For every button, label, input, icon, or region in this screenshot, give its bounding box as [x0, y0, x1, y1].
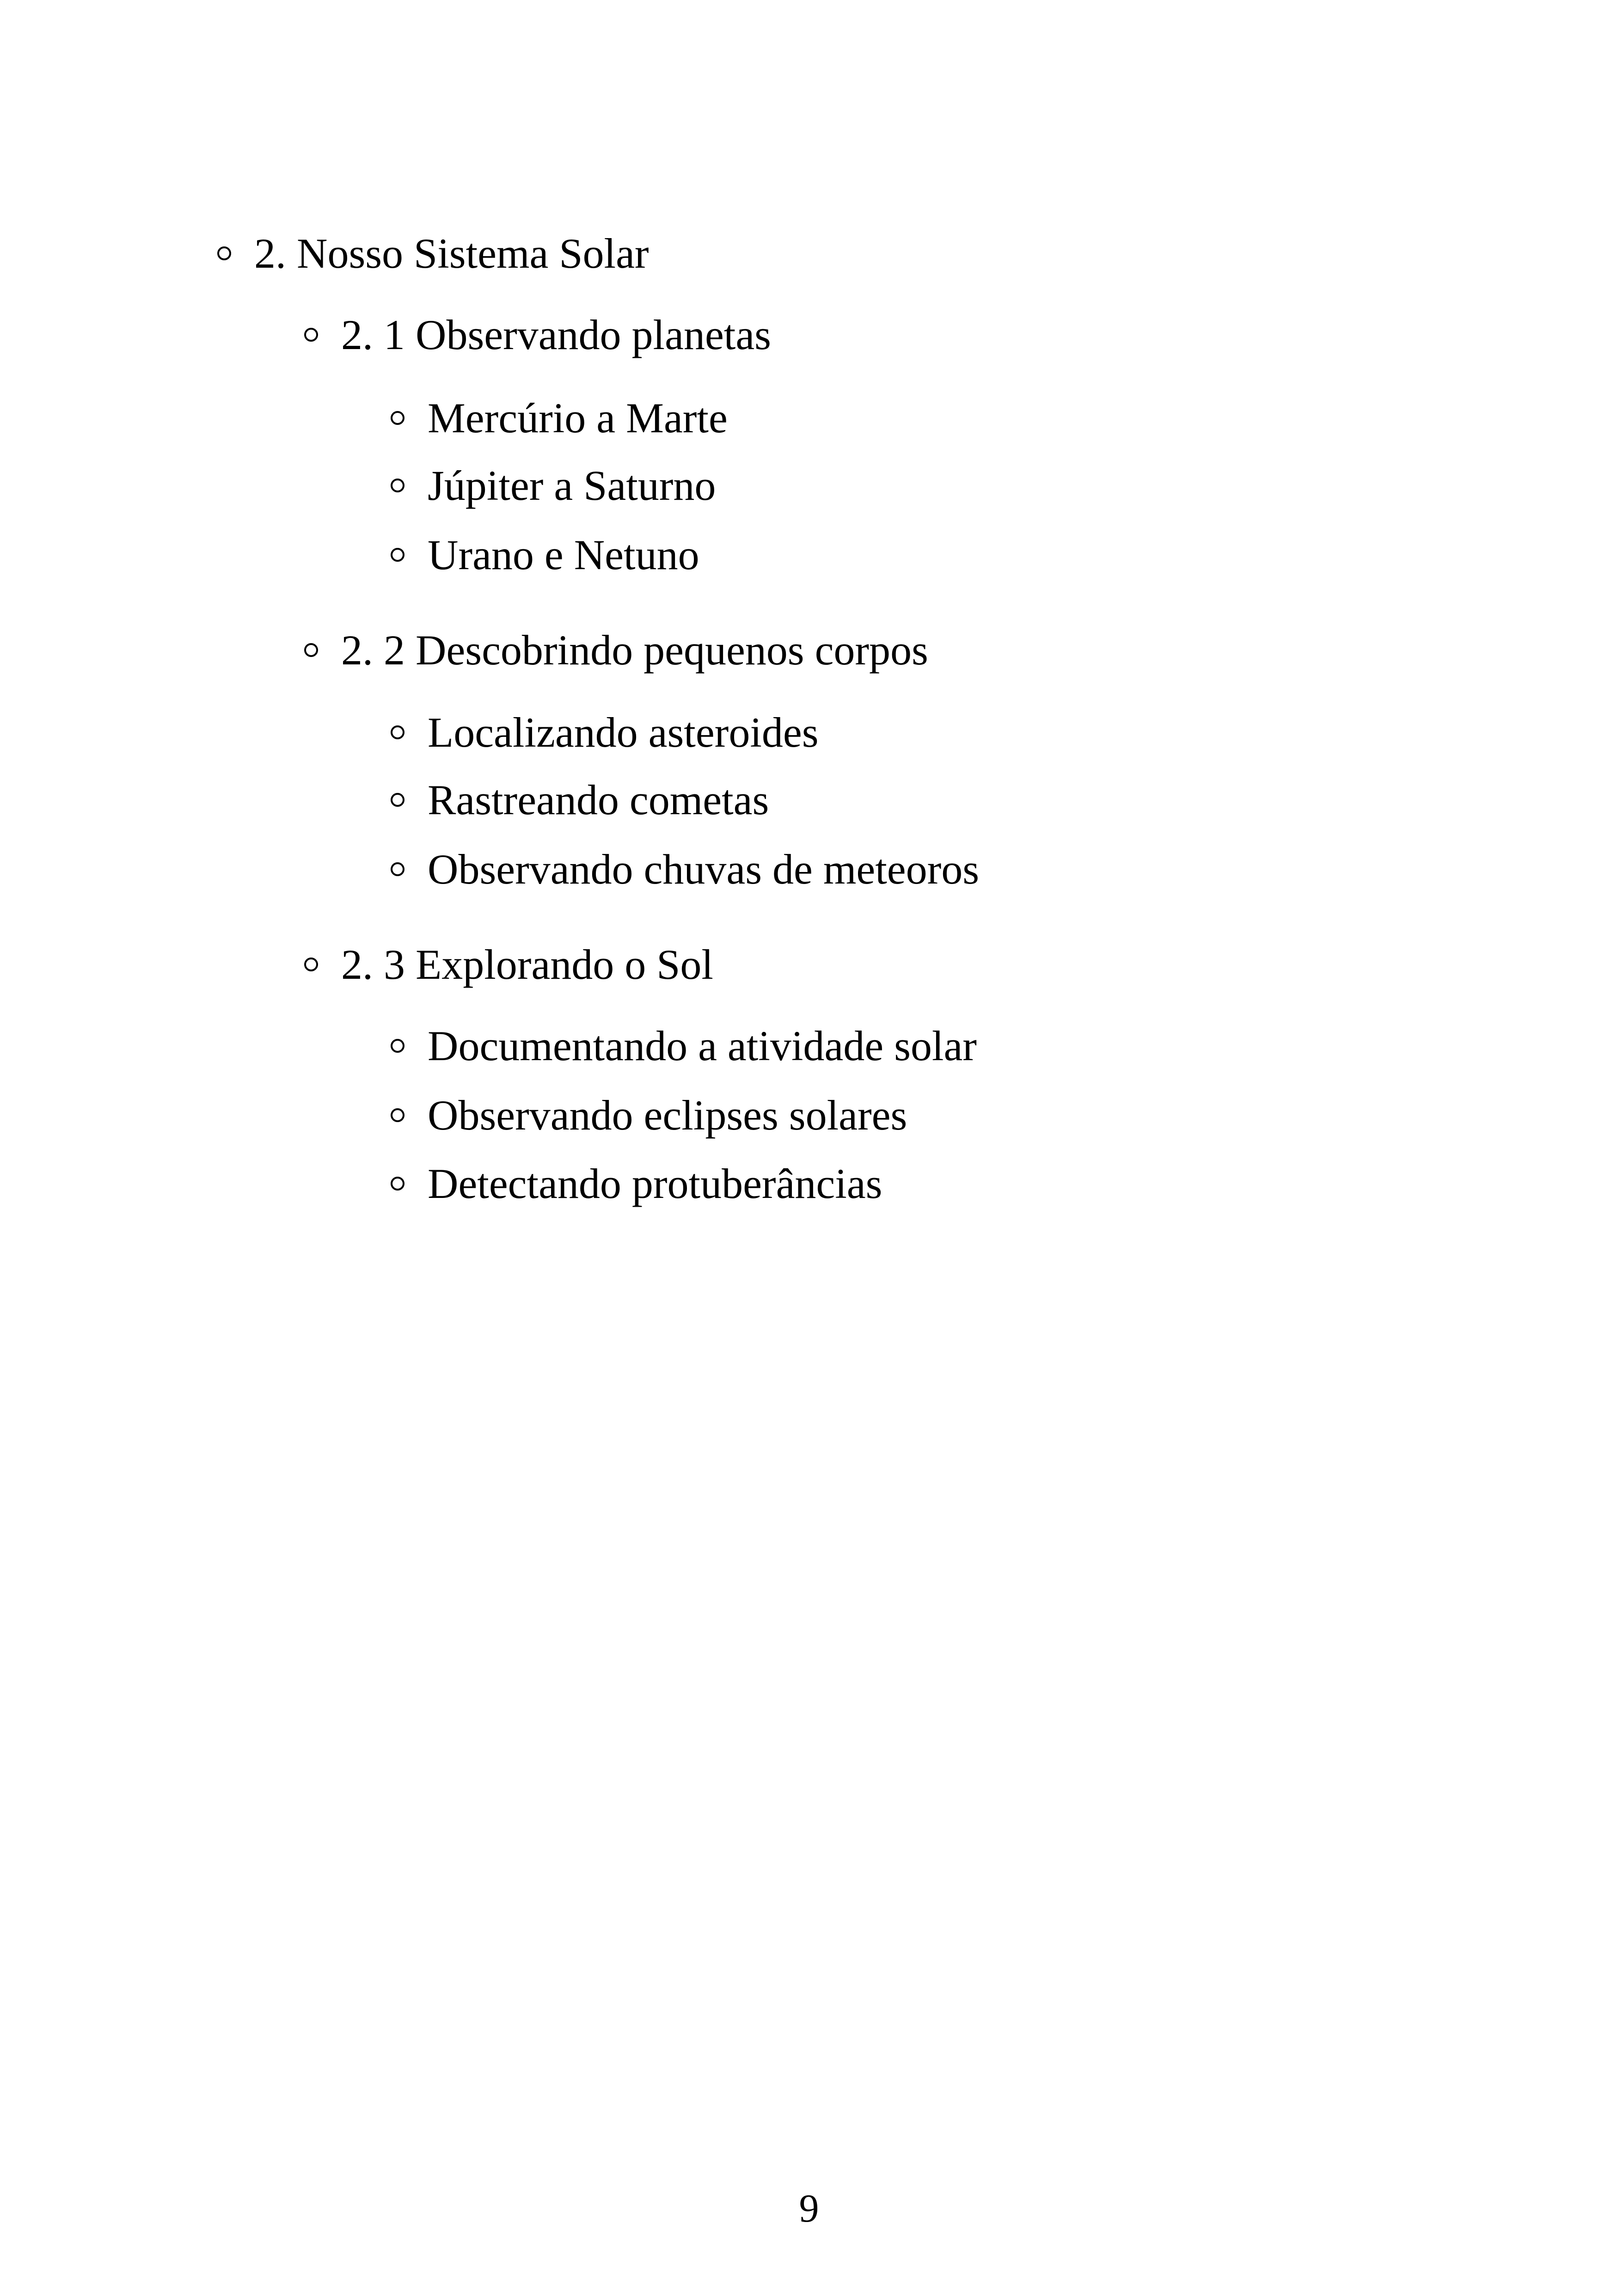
- hollow-circle-bullet-icon: [391, 1177, 404, 1191]
- hollow-circle-bullet-icon: [217, 246, 231, 260]
- item-label: Detectando protuberâncias: [428, 1160, 883, 1207]
- outline-subsection: [304, 622, 928, 678]
- item-label: Júpiter a Saturno: [428, 462, 716, 509]
- hollow-circle-bullet-icon: [391, 725, 404, 739]
- hollow-circle-bullet-icon: [391, 548, 404, 562]
- item-label: Observando eclipses solares: [428, 1092, 907, 1139]
- outline-section: [217, 226, 649, 281]
- page-number: 9: [799, 2186, 819, 2230]
- item-label: Documentando a atividade solar: [428, 1022, 977, 1069]
- outline-item: [391, 841, 979, 897]
- item-label: Localizando asteroides: [428, 709, 819, 756]
- outline-subsection: [304, 307, 771, 362]
- outline-item: [391, 1156, 882, 1211]
- hollow-circle-bullet-icon: [391, 1108, 404, 1122]
- hollow-circle-bullet-icon: [391, 1039, 404, 1053]
- hollow-circle-bullet-icon: [304, 958, 318, 971]
- item-label: Mercúrio a Marte: [428, 394, 728, 442]
- hollow-circle-bullet-icon: [304, 643, 318, 657]
- hollow-circle-bullet-icon: [391, 479, 404, 492]
- outline-item: [391, 458, 716, 513]
- subsection-title: 2. 2 Descobrindo pequenos corpos: [341, 626, 928, 674]
- hollow-circle-bullet-icon: [391, 793, 404, 807]
- item-label: Rastreando cometas: [428, 776, 769, 823]
- outline-item: [391, 390, 728, 446]
- outline-item: [391, 1018, 977, 1074]
- outline-item: [391, 772, 769, 828]
- item-label: Observando chuvas de meteoros: [428, 846, 980, 893]
- outline-item: [391, 705, 819, 760]
- hollow-circle-bullet-icon: [391, 411, 404, 425]
- outline-item: [391, 1087, 907, 1143]
- section-title: 2. Nosso Sistema Solar: [254, 230, 649, 277]
- subsection-title: 2. 3 Explorando o Sol: [341, 941, 713, 988]
- item-label: Urano e Netuno: [428, 531, 699, 578]
- outline-subsection: [304, 937, 713, 992]
- hollow-circle-bullet-icon: [304, 328, 318, 342]
- outline-item: [391, 527, 699, 583]
- subsection-title: 2. 1 Observando planetas: [341, 311, 771, 358]
- hollow-circle-bullet-icon: [391, 862, 404, 876]
